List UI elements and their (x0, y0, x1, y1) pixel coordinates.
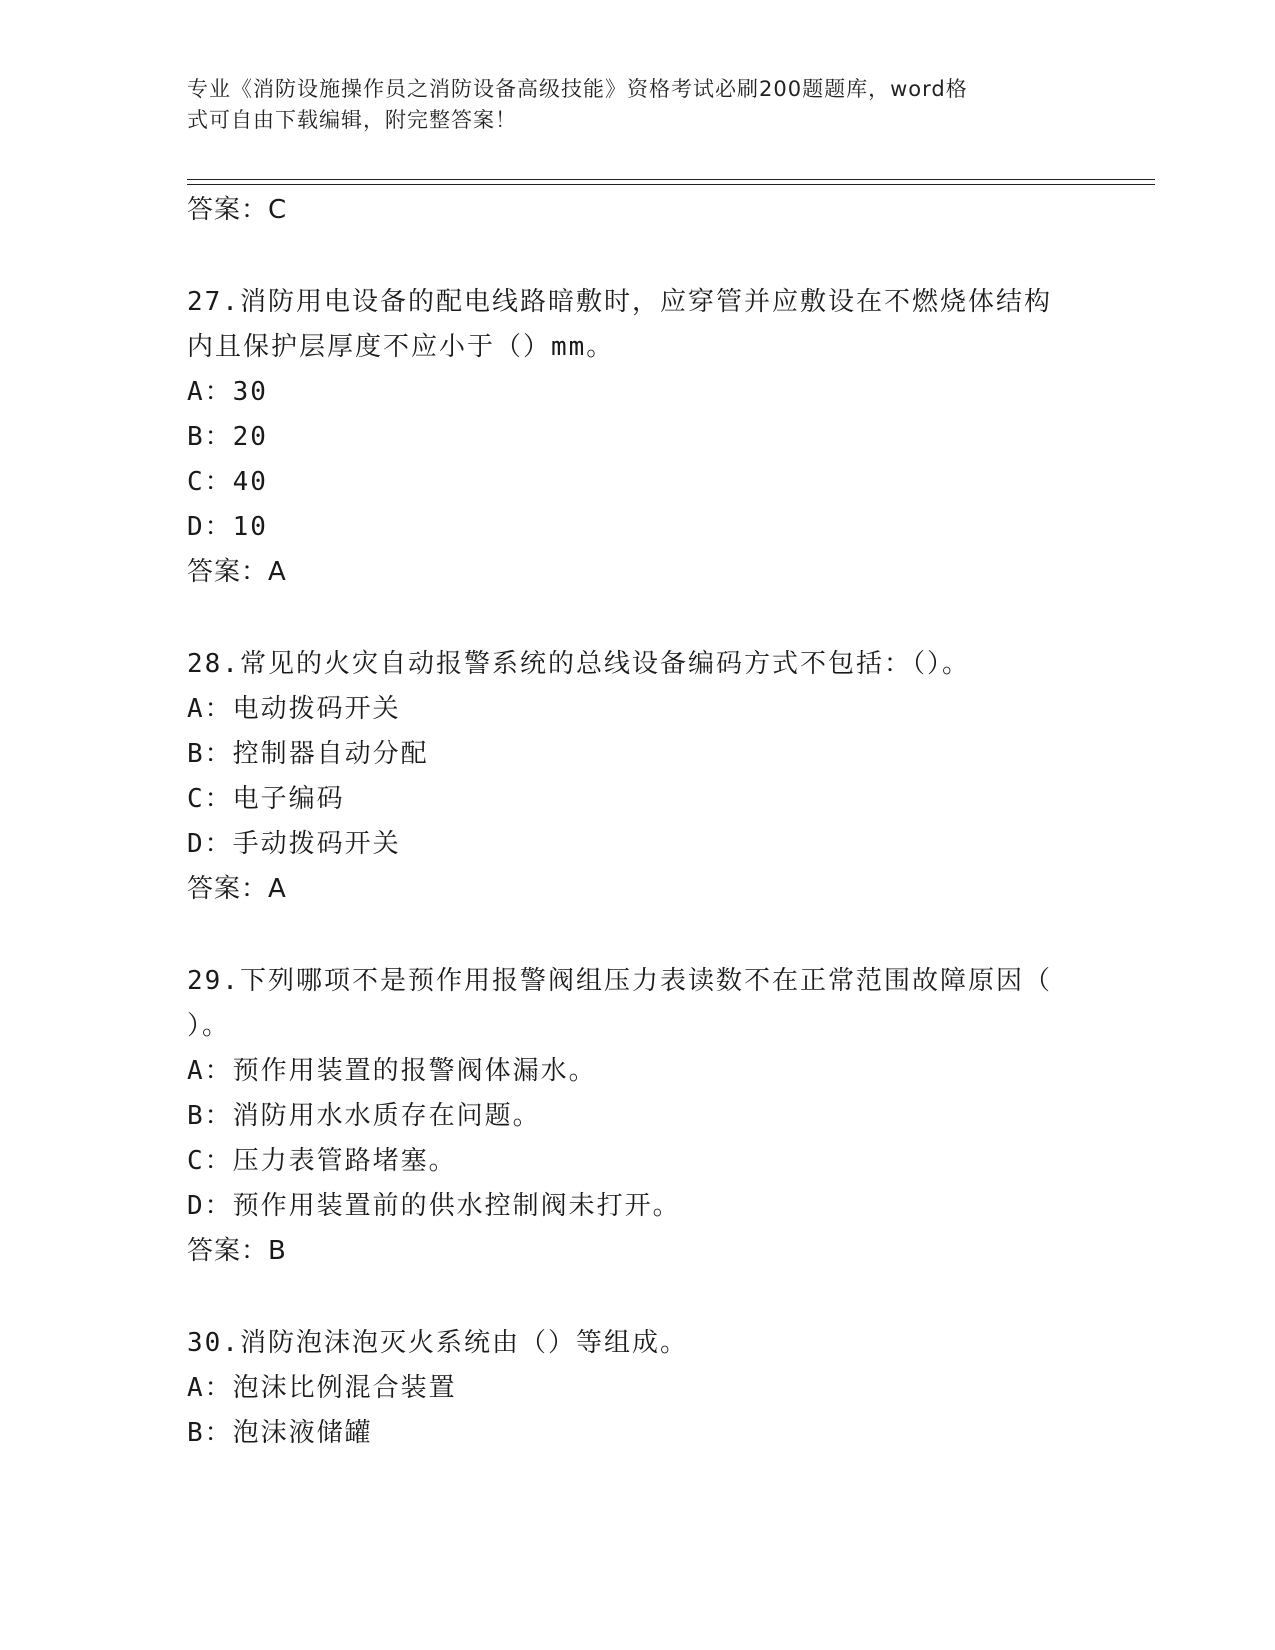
option-a: A：电动拨码开关 (187, 694, 401, 724)
question-stem: 30.消防泡沫泡灭火系统由（）等组成。 (187, 1328, 688, 1358)
option-d: D：预作用装置前的供水控制阀未打开。 (187, 1191, 681, 1221)
answer-q29: 答案：B (187, 1236, 287, 1266)
question-stem: 27.消防用电设备的配电线路暗敷时，应穿管并应敷设在不燃烧体结构 (187, 287, 1052, 317)
option-a: A：泡沫比例混合装置 (187, 1373, 457, 1403)
answer-q28: 答案：A (187, 874, 287, 904)
header-divider-top (187, 179, 1155, 180)
question-27 (187, 280, 1087, 595)
header-divider-bottom (187, 184, 1155, 185)
option-c: C：压力表管路堵塞。 (187, 1146, 457, 1176)
question-stem: 29.下列哪项不是预作用报警阀组压力表读数不在正常范围故障原因（ (187, 966, 1052, 996)
question-29 (187, 959, 1087, 1274)
option-b: B：20 (187, 422, 268, 452)
answer-q27: 答案：A (187, 557, 287, 587)
document-header (187, 74, 1067, 136)
question-30 (187, 1321, 1087, 1456)
option-d: D：10 (187, 512, 268, 542)
option-c: C：40 (187, 467, 268, 497)
question-stem: 28.常见的火灾自动报警系统的总线设备编码方式不包括：（）。 (187, 649, 970, 679)
question-28 (187, 642, 1087, 912)
option-b: B：消防用水水质存在问题。 (187, 1101, 541, 1131)
header-line-1: 专业《消防设施操作员之消防设备高级技能》资格考试必刷200题题库，word格 (187, 77, 968, 101)
answer-q26: 答案：C (187, 195, 288, 225)
option-a: A：30 (187, 377, 268, 407)
option-b: B：泡沫液储罐 (187, 1418, 373, 1448)
option-c: C：电子编码 (187, 784, 345, 814)
option-d: D：手动拨码开关 (187, 829, 401, 859)
option-a: A：预作用装置的报警阀体漏水。 (187, 1056, 597, 1086)
header-line-2: 式可自由下载编辑，附完整答案！ (187, 108, 517, 132)
question-stem-cont: ）。 (187, 1011, 231, 1041)
question-stem-cont: 内且保护层厚度不应小于（）mm。 (187, 332, 615, 362)
question-list (187, 188, 1087, 1456)
option-b: B：控制器自动分配 (187, 739, 429, 769)
